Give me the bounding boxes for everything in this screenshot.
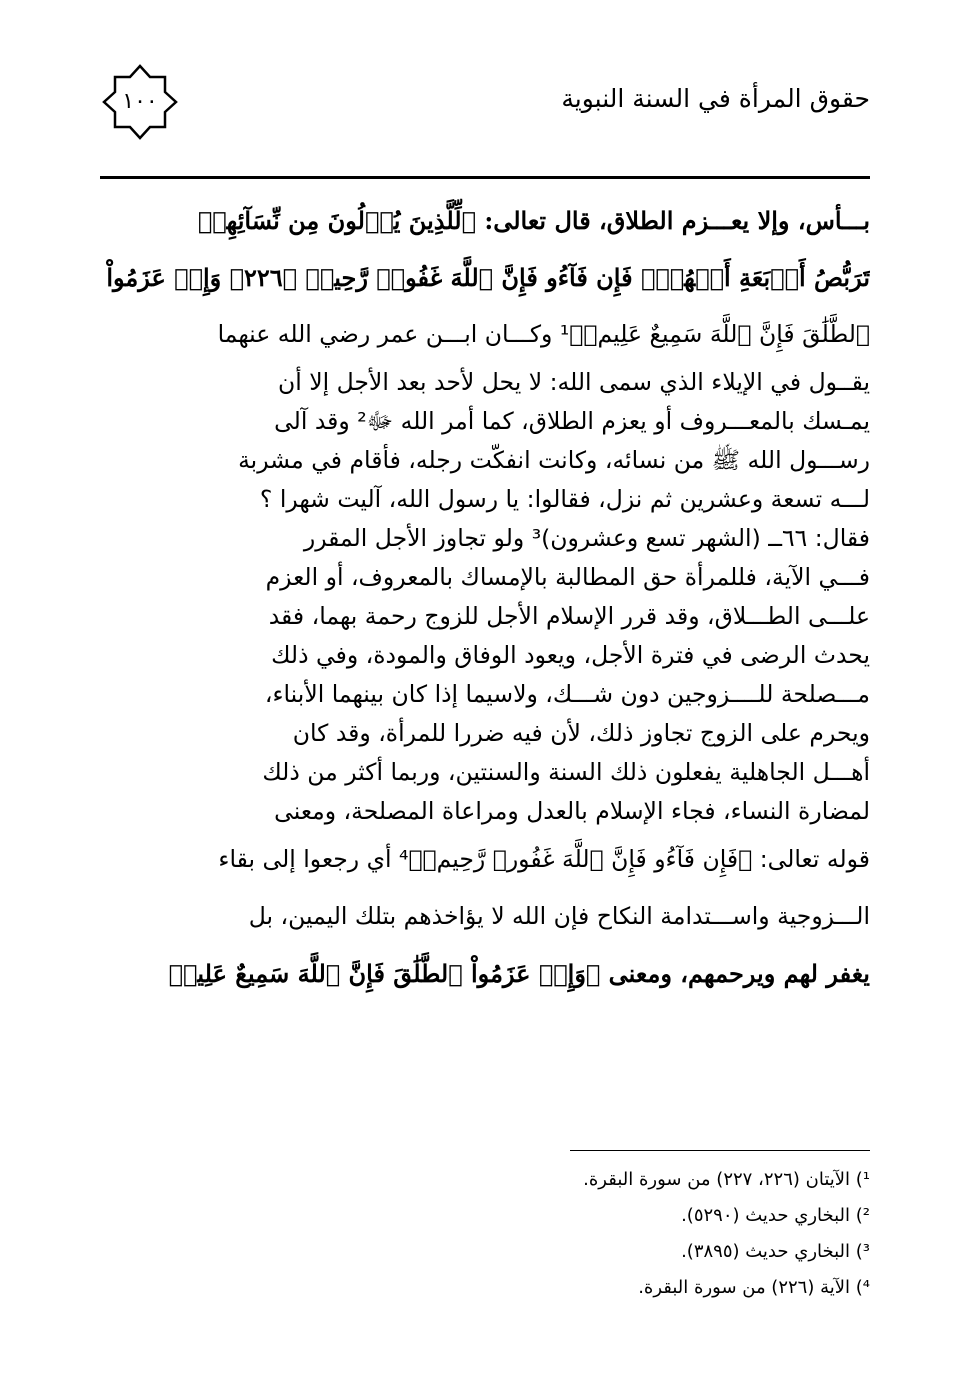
text-line: لمضارة النساء، فجاء الإسلام بالعدل ومراعاة المصلحة، ومعنى — [274, 797, 870, 825]
text-line: ويحرم على الزوج تجاوز ذلك، لأن فيه ضررا للمرأة، وقد كان — [292, 719, 870, 747]
text-line: رســـول الله ﷺ من نسائه، وكانت انفكّت رجله، فأقام في مشربة — [238, 446, 870, 474]
text-line: تَرَبُّصُ أَرۡبَعَةِ أَشۡهُرٖۖ فَإِن فَآءُو فَإِنَّ ٱللَّهَ غَفُورٞ رَّحِيمٞ ﴿٢٢٦﴾ وَإِنۡ عَزَمُواْ — [106, 263, 870, 292]
footnote-divider — [570, 1150, 870, 1151]
text-line: يحدث الرضى في فترة الأجل، ويعود الوفاق والمودة، وفي ذلك — [271, 641, 870, 669]
main-text — [100, 192, 870, 1002]
page-header — [100, 62, 870, 172]
header-divider — [100, 176, 870, 179]
footnote: ¹) الآيتان (٢٢٦، ٢٢٧) من سورة البقرة. — [583, 1169, 870, 1190]
text-line: علـــى الطـــلاق، وقد قرر الإسلام الأجل للزوج رحمة بهما، فقد — [268, 602, 870, 630]
text-line: لـــه تسعة وعشرين ثم نزل، فقالوا: يا رسول الله، آليت شهرا ؟ — [259, 485, 870, 513]
text-line: يمـسك بالمعـــروف أو يعزم الطلاق، كما أمر الله ﷻ² وقد آلى — [274, 407, 870, 435]
text-line: الـــزوجية واســـتدامة النكاح فإن الله لا يؤاخذهم بتلك اليمين، بل — [248, 902, 870, 930]
page-number: ١٠٠ — [122, 89, 158, 114]
running-header-title: حقوق المرأة في السنة النبوية — [561, 84, 870, 113]
text-line: يغفر لهم ويرحمهم، ومعنى ﴿وَإِنۡ عَزَمُواْ ٱلطَّلَٰقَ فَإِنَّ ٱللَّهَ سَمِيعٌ عَلِيمٞ — [168, 959, 870, 988]
footnote: ³) البخاري حديث (٣٨٩٥). — [681, 1241, 870, 1262]
text-line: قوله تعالى: ﴿فَإِن فَآءُو فَإِنَّ ٱللَّهَ غَفُورٞ رَّحِيمٞ﴾⁴ أي رجعوا إلى بقاء — [218, 845, 870, 873]
text-line: فقال: ٦٦ــ (الشهر تسع وعشرون)³ ولو تجاوز الأجل المقرر — [303, 524, 870, 552]
footnotes — [100, 1162, 870, 1306]
text-line: مـــصلحة للــــزوجين دون شـــك، ولاسيما إذا كان بينهما الأبناء، — [264, 680, 870, 708]
text-line: يقــول في الإيلاء الذي سمى الله: لا يحل لأحد بعد الأجل إلا أن — [277, 368, 870, 396]
text-line: فـــي الآية، فللمرأة حق المطالبة بالإمساك بالمعروف، أو العزم — [265, 563, 870, 591]
text-line: أهـــل الجاهلية يفعلون ذلك السنة والسنتين، وربما أكثر من ذلك — [262, 758, 870, 786]
footnote: ⁴) الآية (٢٢٦) من سورة البقرة. — [638, 1277, 870, 1298]
text-line: بـــأس، وإلا يعـــزم الطلاق، قال تعالى: ﴿لِّلَّذِينَ يُؤۡلُونَ مِن نِّسَآئِهِمۡ — [197, 206, 870, 235]
page-number-badge — [100, 62, 180, 142]
text-line: ٱلطَّلَٰقَ فَإِنَّ ٱللَّهَ سَمِيعٌ عَلِيمٞ﴾¹ وكـــان ابـــن عمر رضي الله عنهما — [217, 320, 870, 348]
footnote: ²) البخاري حديث (٥٢٩٠). — [681, 1205, 870, 1226]
